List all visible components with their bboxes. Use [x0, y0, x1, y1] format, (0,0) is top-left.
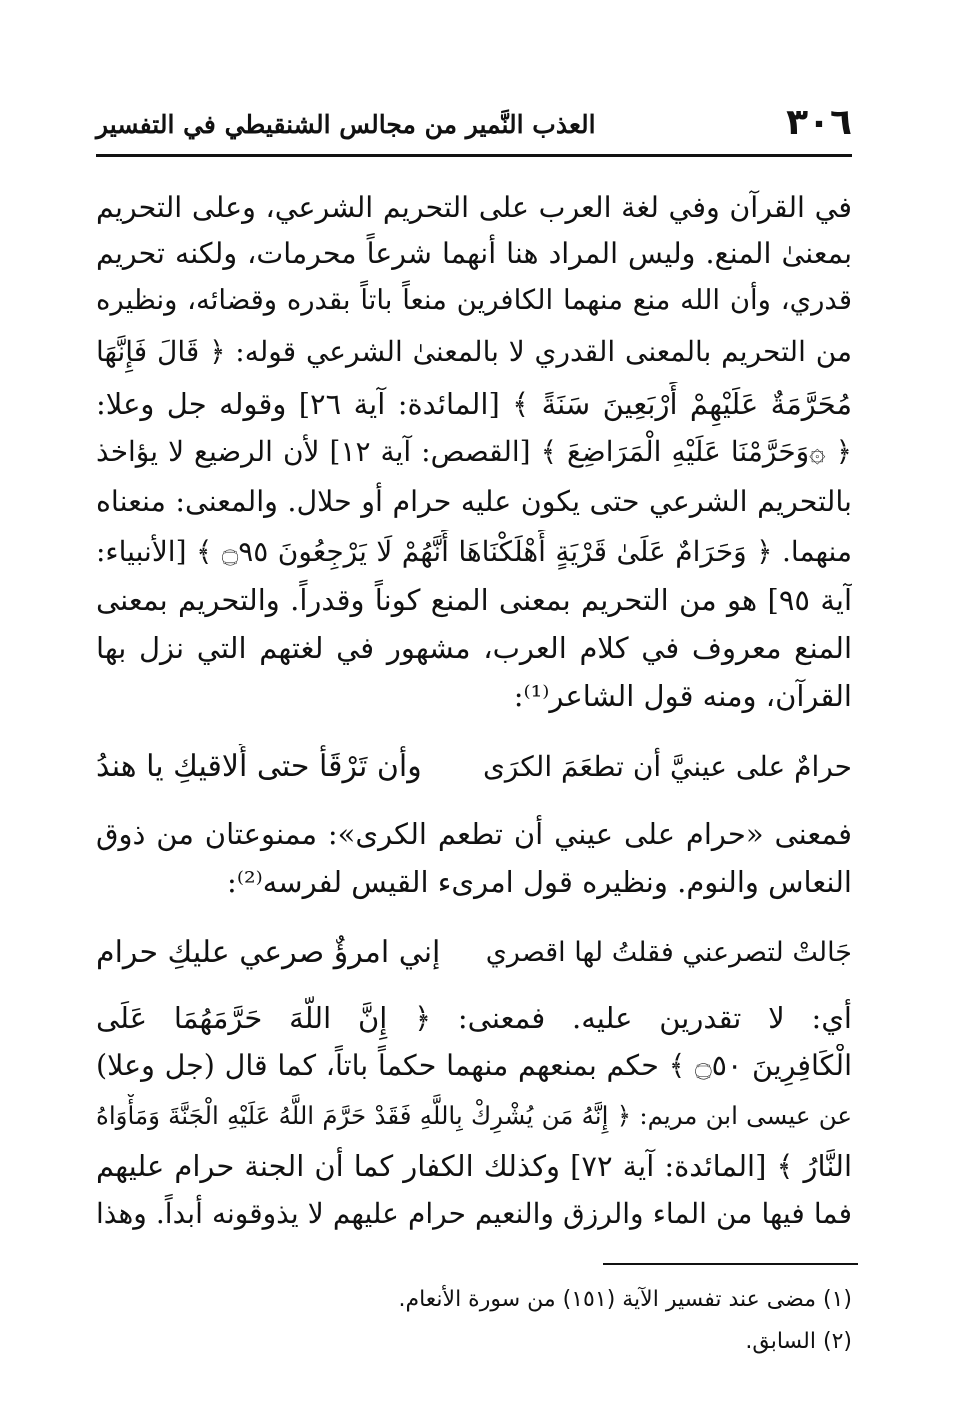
text-line: فمعنى «حرام على عيني أن تطعم الكرى»: ممنوعتان من ذوق: [96, 817, 852, 851]
footnote: (٢) السابق.: [745, 1329, 852, 1354]
text-line: الْكَافِرِينَ ۝٥٠ ﴾ حكم بمنعهم منهما حكماً باتاً، كما قال (جل وعلا): [96, 1049, 852, 1082]
text-line: عن عيسى ابن مريم: ﴿ إِنَّهُ مَن يُشْرِكْ بِاللَّهِ فَقَدْ حَرَّمَ اللَّهُ عَلَيْهِ الْجَنَّةَ وَمَأْوَاهُ: [96, 1101, 852, 1130]
footnote-separator: [603, 1263, 858, 1265]
text-line: فما فيها من الماء والرزق والنعيم حرام عليهم لا يذوقونه أبداً. وهذا: [96, 1197, 852, 1230]
text-line: بالتحريم الشرعي حتى يكون عليه حرام أو حلال. والمعنى: منعناه: [96, 485, 852, 518]
text-line: قدري، وأن الله منع منهما الكافرين منعاً باتاً بقدره وقضائه، ونظيره: [96, 284, 852, 316]
verse-hemistich-left: إني امرؤٌ صرعي عليكِ حرام: [96, 935, 441, 970]
text-line: بمعنىٰ المنع. وليس المراد هنا أنهما شرعاً محرمات، ولكنه تحريم: [96, 237, 852, 270]
text-line: من التحريم بالمعنى القدري لا بالمعنىٰ الشرعي قوله: ﴿ قَالَ فَإِنَّهَا: [96, 335, 852, 368]
page-header: [96, 100, 852, 154]
poetry-verse: [96, 744, 852, 790]
text-line: المنع معروف في كلام العرب، مشهور في لغتهم التي نزل بها: [96, 631, 852, 665]
footnote: (١) مضى عند تفسير الآية (١٥١) من سورة الأنعام.: [398, 1287, 852, 1312]
poetry-verse: [96, 930, 852, 976]
text-line: مُحَرَّمَةٌ عَلَيْهِمْ أَرْبَعِينَ سَنَةً ﴾ [المائدة: آية ٢٦] وقوله جل وعلا:: [96, 387, 852, 421]
verse-hemistich-left: وأن تَرْقَأ حتى أُلاقيكِ يا هندُ: [96, 749, 422, 784]
text-line: آية ٩٥] هو من التحريم بمعنى المنع كوناً وقدراً. والتحريم بمعنى: [96, 583, 852, 617]
text-line: في القرآن وفي لغة العرب على التحريم الشرعي، وعلى التحريم: [96, 191, 852, 224]
page-number: ٣٠٦: [786, 102, 852, 143]
verse-hemistich-right: حرامٌ على عينيَّ أن تطعَمَ الكرَى: [482, 750, 852, 783]
text-line: منهما. ﴿ وَحَرَامٌ عَلَىٰ قَرْيَةٍ أَهْلَكْنَاهَا أَنَّهُمْ لَا يَرْجِعُونَ ۝٩٥ ﴾ [الأنبياء:: [96, 535, 852, 568]
text-line: النعاس والنوم. ونظيره قول امرىء القيس لفرسه⁽²⁾:: [227, 865, 852, 899]
header-rule: [96, 154, 852, 157]
text-line: النَّارُ ﴾ [المائدة: آية ٧٢] وكذلك الكفار كما أن الجنة حرام عليهم: [96, 1149, 852, 1183]
verse-hemistich-right: جَالتْ لتصرعني فقلتُ لها اقصري: [485, 937, 852, 968]
running-title: العذب النَّمير من مجالس الشنقيطي في التفسير: [96, 110, 596, 139]
text-line: أي: لا تقدرين عليه. فمعنى: ﴿ إِنَّ اللَّهَ حَرَّمَهُمَا عَلَى: [96, 1001, 852, 1035]
text-line: ﴿ ۞وَحَرَّمْنَا عَلَيْهِ الْمَرَاضِعَ ﴾ [القصص: آية ١٢] لأن الرضيع لا يؤاخذ: [96, 435, 852, 468]
text-line: القرآن، ومنه قول الشاعر⁽¹⁾:: [513, 679, 852, 713]
